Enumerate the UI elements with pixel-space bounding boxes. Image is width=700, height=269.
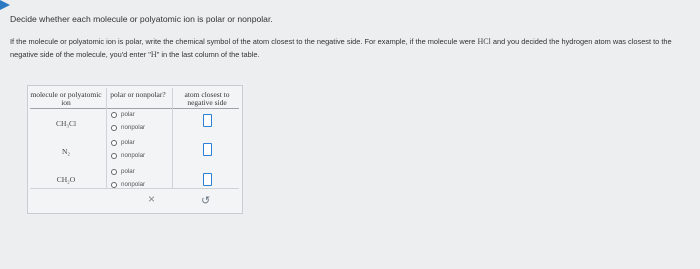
radio-circle-icon[interactable] [111,125,117,131]
radio-circle-icon[interactable] [111,112,117,118]
atom-input[interactable] [203,114,212,127]
column-divider [106,88,107,188]
radio-polar[interactable]: polar [111,168,135,175]
radio-nonpolar[interactable]: nonpolar [111,124,145,131]
answer-table [27,85,243,214]
radio-polar[interactable]: polar [111,111,135,118]
example-atom: H [150,50,157,59]
clear-button[interactable]: × [148,192,156,206]
radio-circle-icon[interactable] [111,182,117,188]
question-prompt: Decide whether each molecule or polyatomic ion is polar or nonpolar. [10,14,273,24]
header-polarity: polar or nonpolar? [110,90,166,99]
radio-polar[interactable]: polar [111,139,135,146]
question-instructions: If the molecule or polyatomic ion is polar, write the chemical symbol of the atom closest to the negative side. For example, if the molecule were HCl and you decided the hydrogen atom was closest to the negative side of the molecule, you'd enter "H" in the last column of the table. [10,37,672,59]
undo-icon[interactable]: ↺ [201,195,211,207]
radio-nonpolar[interactable]: nonpolar [111,152,145,159]
header-divider [30,108,239,109]
atom-input[interactable] [203,143,212,156]
radio-circle-icon[interactable] [111,153,117,159]
radio-circle-icon[interactable] [111,140,117,146]
footer-divider [30,188,239,189]
radio-nonpolar[interactable]: nonpolar [111,181,145,188]
header-atom: atom closest to negative side [184,90,230,107]
header-molecule: molecule or polyatomic ion [30,90,102,107]
column-divider [172,88,173,188]
radio-circle-icon[interactable] [111,169,117,175]
chevron-right-icon[interactable] [0,0,10,10]
molecule-label: CH₃Cl [55,119,77,128]
atom-input[interactable] [203,173,212,186]
example-molecule: HCl [477,37,491,46]
molecule-label: N₂ [61,147,71,156]
molecule-label: CH₂O [56,175,76,184]
